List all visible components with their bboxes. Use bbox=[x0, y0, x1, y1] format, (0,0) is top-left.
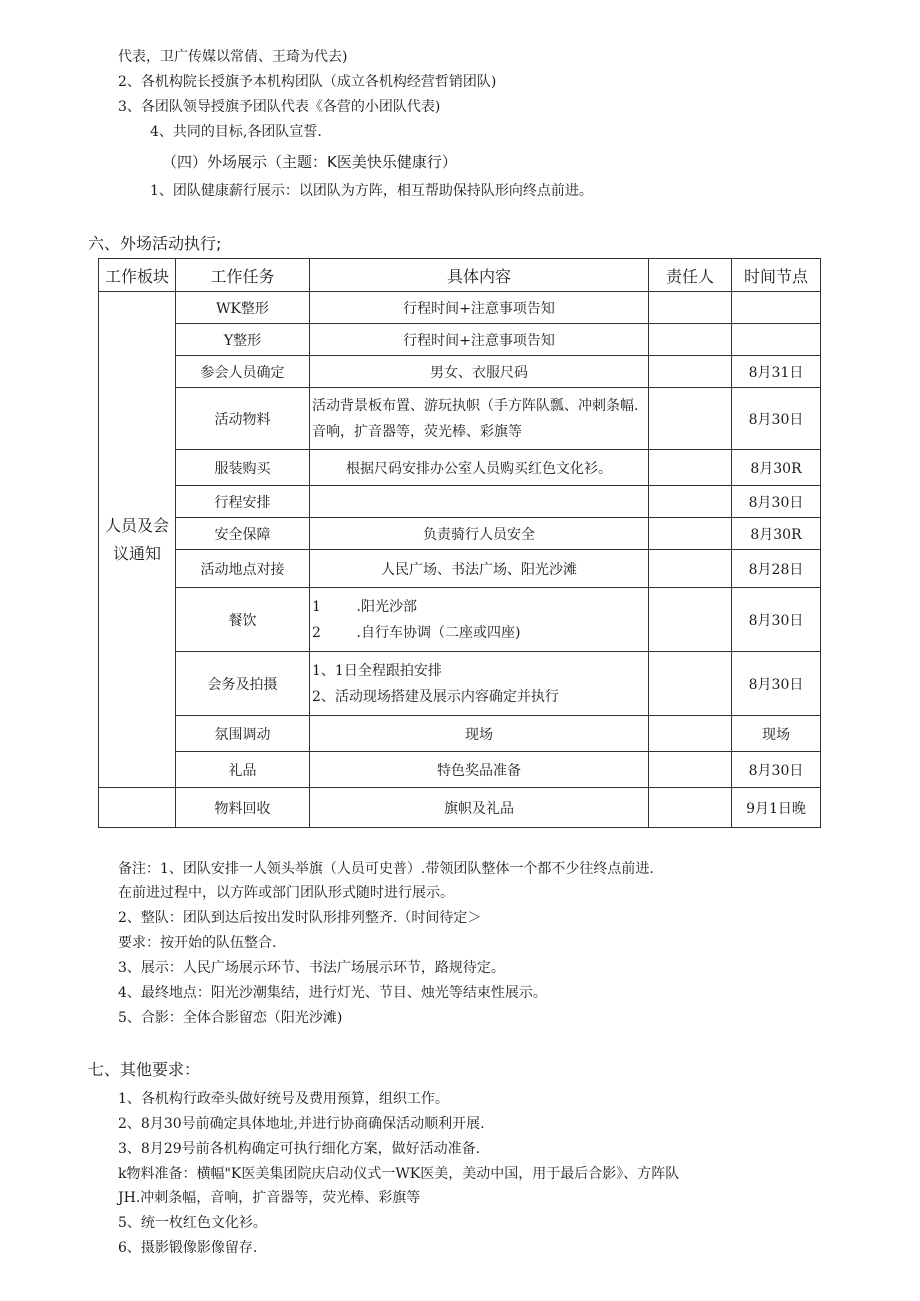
owner-cell bbox=[649, 550, 732, 588]
owner-cell bbox=[649, 486, 732, 518]
content-line: 2 .自行车协调（二座或四座) bbox=[312, 624, 521, 641]
intro-line-1: 代表，卫广传媒以常倩、王琦为代去) bbox=[118, 49, 348, 65]
note-line-7: 5、合影：全体合影留恋（阳光沙滩) bbox=[118, 1010, 343, 1026]
header-owner: 责任人 bbox=[649, 259, 732, 292]
task-cell: 参会人员确定 bbox=[176, 356, 310, 388]
content-cell: 旗帜及礼品 bbox=[310, 788, 649, 828]
owner-cell bbox=[649, 518, 732, 550]
owner-cell bbox=[649, 388, 732, 450]
note-line-6: 4、最终地点：阳光沙潮集结，进行灯光、节目、烛光等结束性展示。 bbox=[118, 985, 547, 1001]
table-row bbox=[99, 324, 821, 356]
content-cell: 行程时间+注意事项告知 bbox=[310, 324, 649, 356]
section4-title: （四）外场展示（主题：K医美快乐健康行） bbox=[162, 153, 457, 171]
table-row bbox=[99, 356, 821, 388]
time-cell bbox=[732, 324, 821, 356]
task-cell: 服装购买 bbox=[176, 450, 310, 486]
group-cell bbox=[99, 292, 176, 788]
time-cell: 8月30日 bbox=[732, 652, 821, 716]
table-row bbox=[99, 450, 821, 486]
owner-cell bbox=[649, 356, 732, 388]
table-row bbox=[99, 518, 821, 550]
owner-cell bbox=[649, 450, 732, 486]
table-row bbox=[99, 292, 821, 324]
table-header-row bbox=[99, 259, 821, 292]
owner-cell bbox=[649, 588, 732, 652]
intro-line-3: 3、各团队领导授旗予团队代表《各营的小团队代表) bbox=[118, 99, 441, 115]
owner-cell bbox=[649, 788, 732, 828]
time-cell: 8月28日 bbox=[732, 550, 821, 588]
content-line: 2、活动现场搭建及展示内容确定并执行 bbox=[312, 688, 559, 705]
owner-cell bbox=[649, 292, 732, 324]
task-cell: 安全保障 bbox=[176, 518, 310, 550]
intro-line-2: 2、各机构院长授旗予本机构团队（成立各机构经营哲销团队) bbox=[118, 74, 497, 90]
section7-line-1: 1、各机构行政牵头做好统号及费用预算，组织工作。 bbox=[118, 1091, 449, 1107]
table-row bbox=[99, 788, 821, 828]
section7-line-3: 3、8月29号前各机构确定可执行细化方案，做好活动准备. bbox=[118, 1141, 481, 1157]
header-task: 工作任务 bbox=[176, 259, 310, 292]
note-line-2: 在前进过程中，以方阵或部门团队形式随时进行展示。 bbox=[118, 885, 454, 901]
table-row bbox=[99, 550, 821, 588]
header-content: 具体内容 bbox=[310, 259, 649, 292]
time-cell: 8月30R bbox=[732, 450, 821, 486]
time-cell: 现场 bbox=[732, 716, 821, 752]
group-label: 人员及会议通知 bbox=[104, 515, 169, 563]
time-cell bbox=[732, 292, 821, 324]
time-cell: 9月1日晚 bbox=[732, 788, 821, 828]
table-row bbox=[99, 588, 821, 652]
time-cell: 8月30日 bbox=[732, 486, 821, 518]
group-cell-empty bbox=[99, 788, 176, 828]
content-cell: 负责骑行人员安全 bbox=[310, 518, 649, 550]
task-cell: 氛围调动 bbox=[176, 716, 310, 752]
intro-line-4: 4、共同的目标,各团队宣誓. bbox=[150, 124, 322, 140]
content-cell bbox=[310, 652, 649, 716]
task-cell: 活动地点对接 bbox=[176, 550, 310, 588]
header-time: 时间节点 bbox=[732, 259, 821, 292]
content-cell: 根据尺码安排办公室人员购买红色文化衫。 bbox=[310, 450, 649, 486]
task-cell: 餐饮 bbox=[176, 588, 310, 652]
owner-cell bbox=[649, 324, 732, 356]
execution-table bbox=[98, 258, 821, 828]
note-line-3: 2、整队：团队到达后按出发时队形排列整齐.（时间待定＞ bbox=[118, 910, 482, 926]
task-cell: Y整形 bbox=[176, 324, 310, 356]
section7-line-7: 6、摄影锻像影像留存. bbox=[118, 1240, 258, 1256]
section7-line-4: k物料准备：横幅"K医美集团院庆启动仪式一WK医美，美动中国，用于最后合影》、方阵队 bbox=[118, 1166, 680, 1182]
table-row bbox=[99, 652, 821, 716]
content-line: 1、1日全程跟拍安排 bbox=[312, 662, 442, 679]
content-cell: 行程时间+注意事项告知 bbox=[310, 292, 649, 324]
task-cell: 礼品 bbox=[176, 752, 310, 788]
section6-title: 六、外场活动执行; bbox=[88, 234, 222, 253]
task-cell: 物料回收 bbox=[176, 788, 310, 828]
time-cell: 8月31日 bbox=[732, 356, 821, 388]
section4-line: 1、团队健康薪行展示：以团队为方阵，相互帮助保持队形向终点前进。 bbox=[150, 183, 593, 199]
owner-cell bbox=[649, 716, 732, 752]
table-row bbox=[99, 486, 821, 518]
content-cell: 人民广场、书法广场、阳光沙滩 bbox=[310, 550, 649, 588]
header-section: 工作板块 bbox=[99, 259, 176, 292]
section7-title: 七、其他要求： bbox=[88, 1060, 201, 1079]
content-line: 1 .阳光沙部 bbox=[312, 598, 417, 615]
content-cell: 特色奖品准备 bbox=[310, 752, 649, 788]
content-cell: 现场 bbox=[310, 716, 649, 752]
time-cell: 8月30日 bbox=[732, 388, 821, 450]
owner-cell bbox=[649, 652, 732, 716]
task-cell: 活动物料 bbox=[176, 388, 310, 450]
content-cell bbox=[310, 588, 649, 652]
time-cell: 8月30日 bbox=[732, 752, 821, 788]
content-cell: 活动背景板布置、游玩执帜（手方阵队瓢、冲刺条幅.音响，扩音器等，荧光棒、彩旗等 bbox=[310, 388, 649, 450]
section7-line-5: JH.冲刺条幅，音响，扩音器等，荧光棒、彩旗等 bbox=[118, 1190, 421, 1206]
section7-line-6: 5、统一枚红色文化衫。 bbox=[118, 1215, 267, 1231]
task-cell: WK整形 bbox=[176, 292, 310, 324]
table-row bbox=[99, 752, 821, 788]
note-line-1: 备注：1、团队安排一人领头举旗（人员可史普）.带领团队整体一个都不少往终点前进. bbox=[118, 861, 654, 877]
note-line-4: 要求：按开始的队伍整合. bbox=[118, 935, 277, 951]
time-cell: 8月30日 bbox=[732, 588, 821, 652]
content-cell: 男女、衣服尺码 bbox=[310, 356, 649, 388]
owner-cell bbox=[649, 752, 732, 788]
table-row bbox=[99, 716, 821, 752]
time-cell: 8月30R bbox=[732, 518, 821, 550]
section7-line-2: 2、8月30号前确定具体地址,并进行协商确保活动顺利开展. bbox=[118, 1116, 485, 1132]
task-cell: 会务及拍摄 bbox=[176, 652, 310, 716]
note-line-5: 3、展示：人民广场展示环节、书法广场展示环节，路规待定。 bbox=[118, 960, 505, 976]
content-cell bbox=[310, 486, 649, 518]
table-row bbox=[99, 388, 821, 450]
task-cell: 行程安排 bbox=[176, 486, 310, 518]
